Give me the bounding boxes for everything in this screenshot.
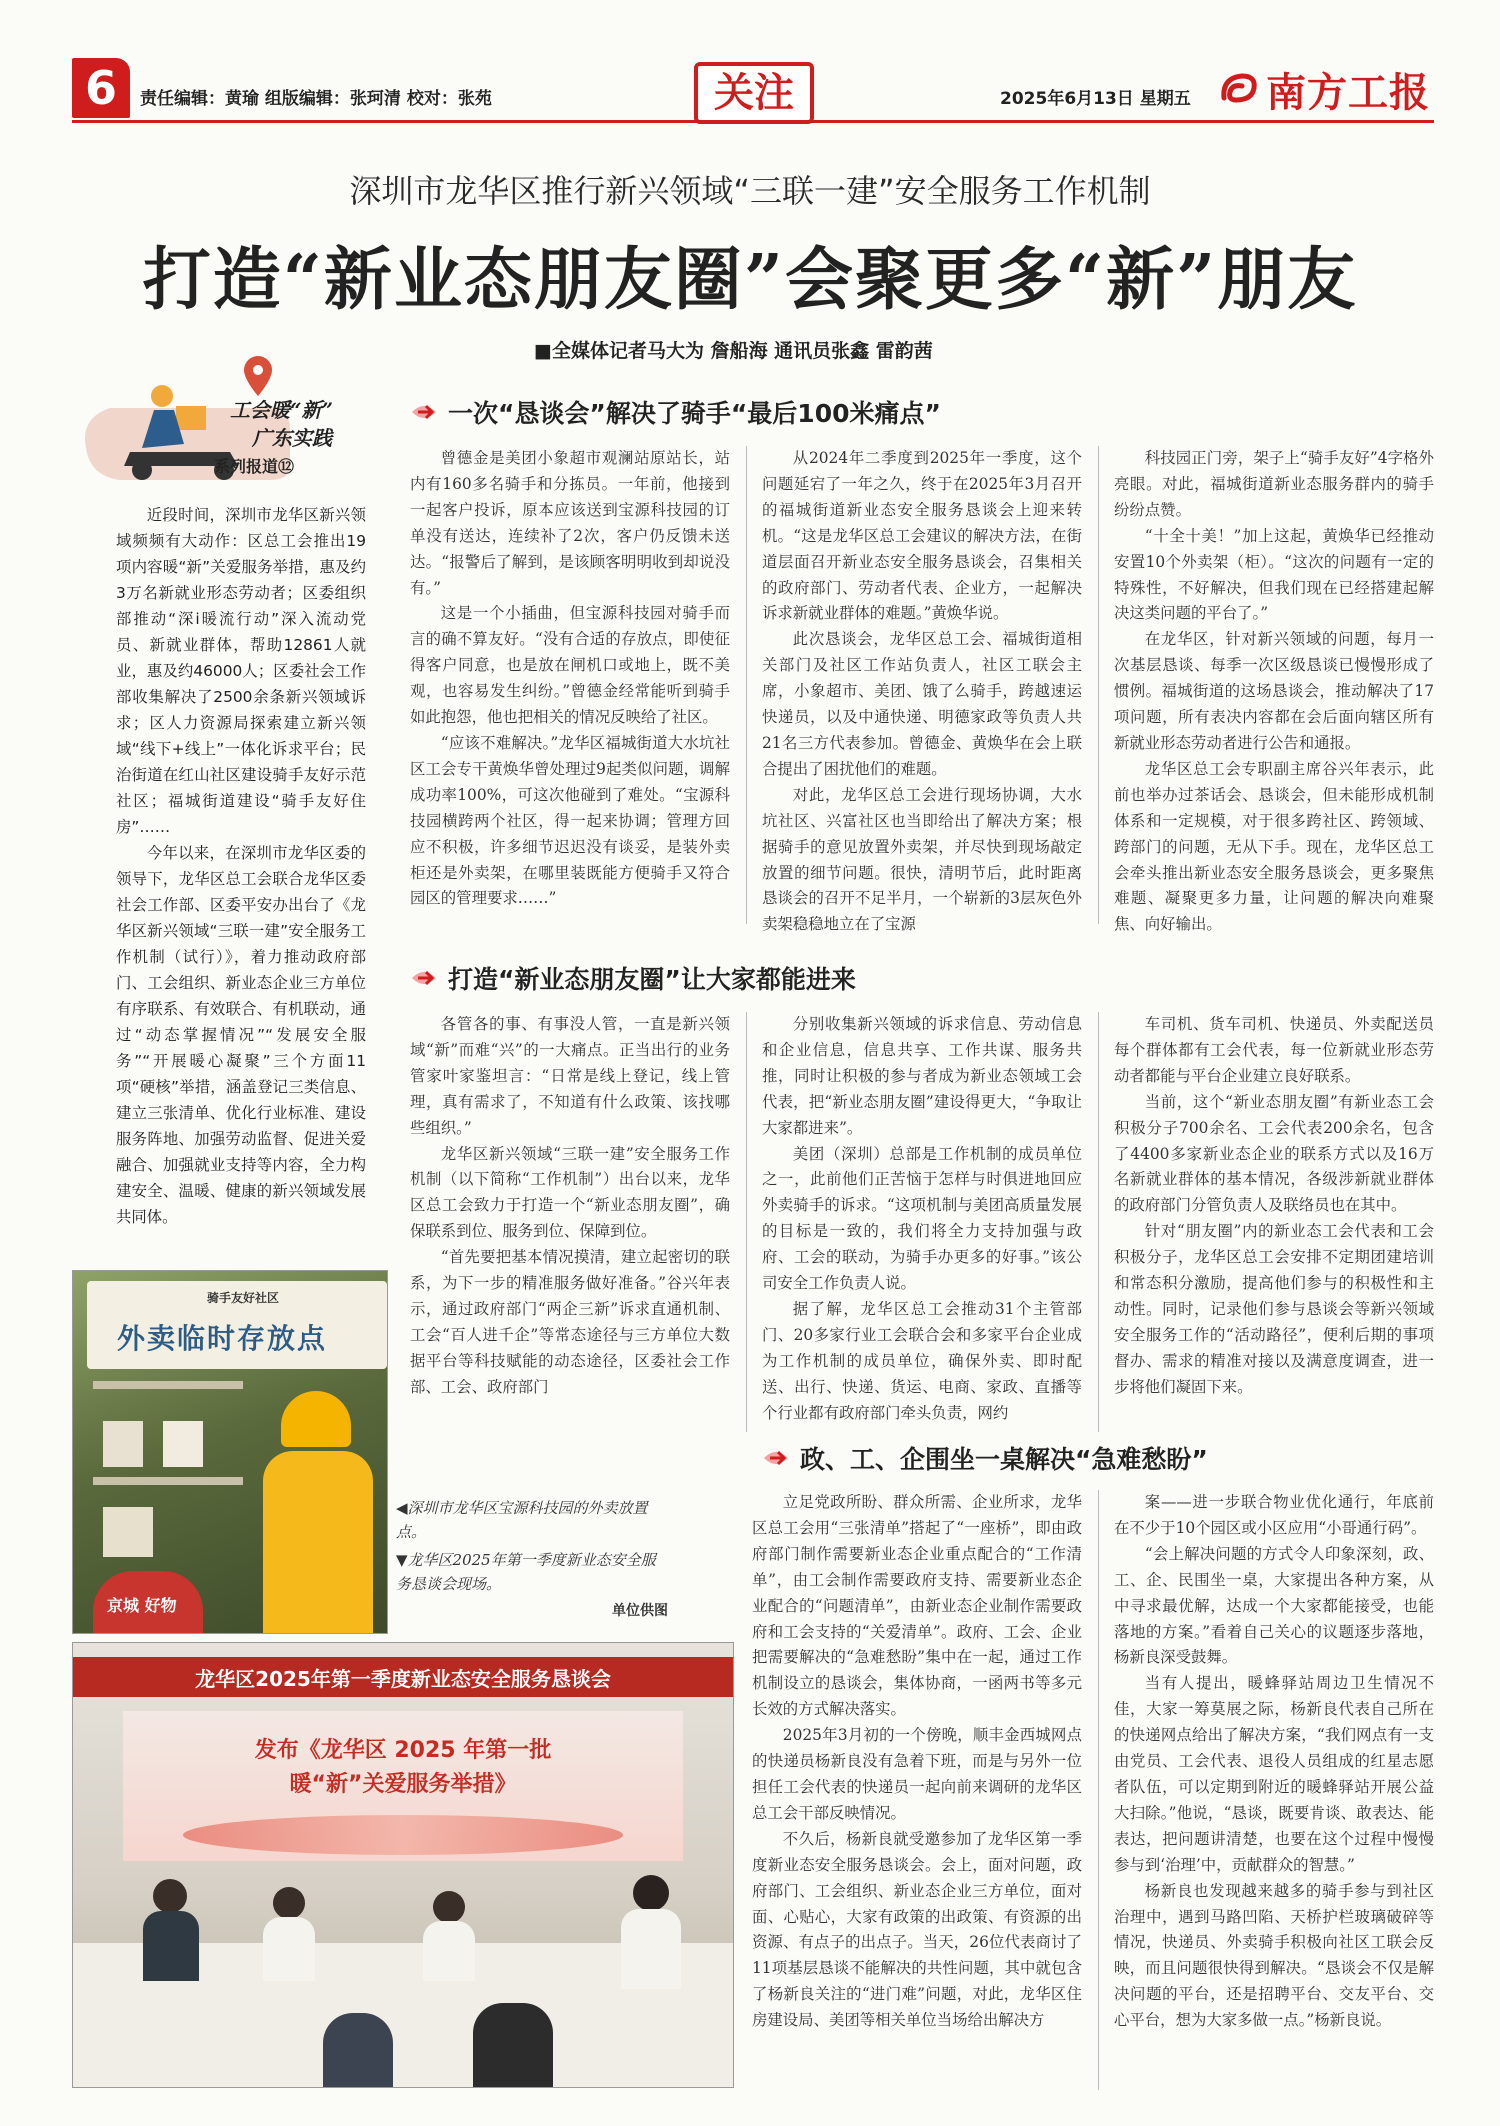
column-rule — [746, 446, 747, 924]
paragraph: 不久后，杨新良就受邀参加了龙华区第一季度新业态安全服务恳谈会。会上，面对问题，政府部门、工会组织、新业态企业三方单位，面对面、心贴心，大家有政策的出政策、有资源的出资源、有点子的出点子。当天，26位代表商讨了11项基层恳谈不能解决的共性问题，其中就包含了杨新良关注的“进门难”问题，对此，龙华区住房建设局、美团等相关单位当场给出解决方 — [752, 1829, 1082, 2030]
column-rule — [746, 1012, 747, 1432]
page-number: 6 — [72, 58, 130, 118]
paragraph: 当有人提出，暖蜂驿站周边卫生情况不佳，大家一筹莫展之际，杨新良代表自己所在的快递网点给出了解决方案，“我们网点有一支由党员、工会代表、退役人员组成的红星志愿者队伍，可以定期到附近的暖蜂驿站开展公益大扫除。”他说，“恳谈，既要肯谈、敢表达、能表达，把问题讲清楚，也要在这个过程中慢慢参与到‘治理’中，贡献群众的智慧。” — [1114, 1674, 1434, 1874]
column-rule — [1098, 1490, 1099, 2090]
series-number: 系列报道⑫ — [214, 457, 295, 476]
paragraph: 美团（深圳）总部是工作机制的成员单位之一，此前他们正苦恼于怎样与时俱进地回应外卖骑手的诉求。“这项机制与美团高质量发展的目标是一致的，我们将全力支持加强与政府、工会的联动，为骑手办更多的好事。”该公司安全工作负责人说。 — [762, 1144, 1082, 1293]
photo-meeting — [72, 1642, 734, 2088]
section-heading — [410, 956, 856, 1000]
delivery-bag-text: 京城 好物 — [107, 1596, 177, 1615]
photo-takeaway-shelf — [72, 1270, 388, 1634]
paragraph: “首先要把基本情况摸清，建立起密切的联系，为下一步的精准服务做好准备。”谷兴年表示，通过政府部门“两企三新”诉求直通机制、工会“百人进千企”等常态途径与三方单位大数据平台等科技赋能的动态途径，区委社会工作部、工会、政府部门 — [410, 1248, 730, 1396]
section-heading-text: 政、工、企围坐一桌解决“急难愁盼” — [800, 1445, 1208, 1474]
newspaper-logo — [1218, 60, 1430, 118]
paragraph: 对此，龙华区总工会进行现场协调，大水坑社区、兴富社区也当即给出了解决方案；根据骑手的意见放置外卖架，并尽快到现场敲定放置的细节问题。很快，清明节后，此时距离恳谈会的召开不足半月，一个崭新的3层灰色外卖架稳稳地立在了宝源 — [762, 785, 1082, 934]
section-arrow-icon — [762, 1444, 790, 1472]
paragraph: “会上解决问题的方式令人印象深刻，政、工、企、民围坐一桌，大家提出各种方案，从中寻求最优解，达成一个大家都能接受，也能落地的方案。”看着自己关心的议题逐步落地，杨新良深受鼓舞。 — [1114, 1544, 1434, 1667]
editor-credits: 责任编辑：黄瑜 组版编辑：张珂清 校对：张苑 — [140, 89, 492, 109]
screen-title-line-1: 发布《龙华区 2025 年第一批 — [254, 1738, 552, 1763]
paragraph: 案——进一步联合物业优化通行，年底前在不少于10个园区或小区应用“小哥通行码”。 — [1114, 1493, 1434, 1537]
section-heading — [762, 1436, 1208, 1480]
paragraph: 龙华区新兴领域“三联一建”安全服务工作机制（以下简称“工作机制”）出台以来，龙华区总工会致力于打造一个“新业态朋友圈”，确保联系到位、服务到位、保障到位。 — [410, 1144, 730, 1241]
section-3-column-1 — [752, 1490, 1082, 2034]
series-badge — [80, 348, 392, 488]
storage-sign-subtitle: 骑手友好社区 — [207, 1291, 280, 1305]
section-2-column-3 — [1114, 1012, 1434, 1401]
section-heading-text: 打造“新业态朋友圈”让大家都能进来 — [448, 965, 856, 994]
newspaper-name: 南方工报 — [1266, 68, 1430, 116]
article-lead — [116, 502, 366, 1230]
meeting-banner — [73, 1657, 733, 1697]
meeting-banner-text: 龙华区2025年第一季度新业态安全服务恳谈会 — [195, 1667, 611, 1691]
paragraph: 针对“朋友圈”内的新业态工会代表和工会积极分子，龙华区总工会安排不定期团建培训和常态积分激励，提高他们参与的积极性和主动性。同时，记录他们参与恳谈会等新兴领域安全服务工作的“活动路径”，便利后期的事项督办、需求的精准对接以及满意度调查，进一步将他们凝固下来。 — [1114, 1222, 1434, 1396]
paragraph: 科技园正门旁，架子上“骑手友好”4字格外亮眼。对此，福城街道新业态服务群内的骑手纷纷点赞。 — [1114, 449, 1434, 519]
photo-captions — [396, 1496, 668, 1624]
section-1-column-3 — [1114, 446, 1434, 938]
caption-2: ▼龙华区2025年第一季度新业态安全服务恳谈会现场。 — [396, 1551, 656, 1593]
section-heading — [410, 390, 941, 434]
section-1-column-2 — [762, 446, 1082, 938]
paragraph: 2025年3月初的一个傍晚，顺丰金西城网点的快递员杨新良没有急着下班，而是与另外一位担任工会代表的快递员一起向前来调研的龙华区总工会干部反映情况。 — [752, 1726, 1082, 1822]
section-arrow-icon — [410, 964, 438, 992]
paragraph: 当前，这个“新业态朋友圈”有新业态工会积极分子700余名、工会代表200余名，包含了4400多家新业态企业的联系方式以及16万名新就业群体的基本情况，各级涉新就业群体的政府部门分管负责人及联络员也在其中。 — [1114, 1092, 1434, 1215]
storage-sign — [87, 1281, 387, 1369]
meeting-screen — [123, 1711, 683, 1861]
paragraph: “应该不难解决。”龙华区福城街道大水坑社区工会专干黄焕华曾处理过9起类似问题，调解成功率100%，可这次他碰到了难处。“宝源科技园横跨两个社区，得一起来协调；管理方回应不积极，许多细节迟迟没有谈妥，是装外卖柜还是外卖架，在哪里装既能方便骑手又符合园区的管理要求……” — [410, 733, 730, 908]
article-byline: ■全媒体记者马大为 詹船海 通讯员张鑫 雷韵茜 — [534, 340, 933, 362]
section-heading-text: 一次“恳谈会”解决了骑手“最后100米痛点” — [448, 399, 941, 428]
storage-sign-text: 外卖临时存放点 — [117, 1322, 328, 1355]
paragraph: 在龙华区，针对新兴领域的问题，每月一次基层恳谈、每季一次区级恳谈已慢慢形成了惯例。福城街道的这场恳谈会，推动解决了17项问题，所有表决内容都在会后面向辖区所有新就业形态劳动者进行公告和通报。 — [1114, 630, 1434, 752]
paragraph: “十全十美！”加上这起，黄焕华已经推动安置10个外卖架（柜）。“这次的问题有一定的特殊性，不好解决，但我们现在已经搭建起解决这类问题的平台了。” — [1114, 526, 1434, 623]
lead-paragraph: 今年以来，在深圳市龙华区委的领导下，龙华区总工会联合龙华区委社会工作部、区委平安办出台了《龙华区新兴领域“三联一建”安全服务工作机制（试行）》，着力推动政府部门、工会组织、新业态企业三方单位有序联系、有效联合、有机联动，通过“动态掌握情况”“发展安全服务”“开展暖心凝聚”三个方面11项“硬核”举措，涵盖登记三类信息、建立三张清单、优化行业标准、建设服务阵地、加强劳动监督、促进关爱融合、加强就业支持等内容，全力构建安全、温暖、健康的新兴领域发展共同体。 — [116, 844, 366, 1226]
paragraph: 据了解，龙华区总工会推动31个主管部门、20多家行业工会联合会和多家平台企业成为工作机制的成员单位，确保外卖、即时配送、出行、快递、货运、电商、家政、直播等个行业都有政府部门牵头负责，网约 — [762, 1299, 1082, 1422]
newspaper-logo-icon — [1218, 68, 1260, 110]
paragraph: 这是一个小插曲，但宝源科技园对骑手而言的确不算友好。“没有合适的存放点，即使征得客户同意，也是放在闸机口或地上，既不美观，也容易发生纠纷。”曾德金经常能听到骑手如此抱怨，他也把相关的情况反映给了社区。 — [410, 604, 730, 727]
screen-title-line-2: 暖“新”关爱服务举措》 — [289, 1772, 517, 1797]
masthead-rule — [72, 120, 1434, 123]
paragraph: 各管各的事、有事没人管，一直是新兴领域“新”而难“兴”的一大痛点。正当出行的业务管家叶家鉴坦言：“日常是线上登记，线上管理，真有需求了，不知道有什么政策、该找哪些组织。” — [410, 1015, 730, 1137]
caption-1: ◀深圳市龙华区宝源科技园的外卖放置点。 — [396, 1499, 648, 1541]
lead-paragraph: 近段时间，深圳市龙华区新兴领域频频有大动作：区总工会推出19项内容暖“新”关爱服务举措，惠及约3万名新就业形态劳动者；区委组织部推动“深i暖流行动”深入流动党员、新就业群体，帮助12861人就业，惠及约46000人；区委社会工作部收集解决了2500余条新兴领域诉求；区人力资源局探索建立新兴领域“线下+线上”一体化诉求平台；民治街道在红山社区建设骑手友好示范社区；福城街道建设“骑手友好住房”…… — [116, 506, 366, 836]
series-subtitle: 广东实践 — [252, 426, 332, 450]
section-arrow-icon — [410, 398, 438, 426]
section-1-column-1 — [410, 446, 730, 912]
paragraph: 车司机、货车司机、快递员、外卖配送员每个群体都有工会代表，每一位新就业形态劳动者都能与平台企业建立良好联系。 — [1114, 1015, 1434, 1085]
paragraph: 从2024年二季度到2025年一季度，这个问题延宕了一年之久，终于在2025年3月召开的福城街道新业态安全服务恳谈会上迎来转机。“这是龙华区总工会建议的解决方法，在街道层面召开新业态安全服务恳谈会，召集相关的政府部门、劳动者代表、企业方，一起解决诉求新就业群体的难题。”黄焕华说。 — [762, 449, 1082, 623]
section-2-column-1 — [410, 1012, 730, 1401]
article-kicker: 深圳市龙华区推行新兴领域“三联一建”安全服务工作机制 — [349, 172, 1151, 210]
paragraph: 此次恳谈会，龙华区总工会、福城街道相关部门及社区工作站负责人，社区工联会主席，小象超市、美团、饿了么骑手，跨越速运快递员，以及中通快递、明德家政等负责人共21名三方代表参加。曾德金、黄焕华在会上联合提出了困扰他们的难题。 — [762, 630, 1082, 778]
paragraph: 立足党政所盼、群众所需、企业所求，龙华区总工会用“三张清单”搭起了“一座桥”，即由政府部门制作需要新业态企业重点配合的“工作清单”，由工会制作需要政府支持、需要新业态企业配合的“问题清单”，由新业态企业制作需要政府和工会支持的“关爱清单”。政府、工会、企业把需要解决的“急难愁盼”集中在一起，通过工作机制设立的恳谈会，集体协商，一函两书等多元长效的方式解决落实。 — [752, 1493, 1082, 1719]
section-2-column-2 — [762, 1012, 1082, 1427]
article-headline: 打造“新业态朋友圈”会聚更多“新”朋友 — [142, 240, 1358, 320]
paragraph: 龙华区总工会专职副主席谷兴年表示，此前也举办过茶话会、恳谈会，但未能形成机制体系和一定规模，对于很多跨社区、跨领域、跨部门的问题，无从下手。现在，龙华区总工会牵头推出新业态安全服务恳谈会，更多聚焦难题、凝聚更多力量，让问题的解决向难聚焦、向好输出。 — [1114, 759, 1434, 934]
section-badge: 关注 — [694, 62, 814, 124]
photo-credit: 单位供图 — [612, 1603, 668, 1619]
paragraph: 杨新良也发现越来越多的骑手参与到社区治理中，遇到马路凹陷、天桥护栏玻璃破碎等情况，快递员、外卖骑手积极向社区工联会反映，而且问题很快得到解决。“恳谈会不仅是解决问题的平台，还是招聘平台、交友平台、交心平台，想为大家多做一点。”杨新良说。 — [1114, 1881, 1434, 2030]
column-rule — [1098, 446, 1099, 924]
paragraph: 曾德金是美团小象超市观澜站原站长，站内有160多名骑手和分拣员。一年前，他接到一起客户投诉，原本应该送到宝源科技园的订单没有送达，连续补了2次，客户仍反馈未送达。“报警后了解到，是该顾客明明收到却说没有。” — [410, 449, 730, 597]
rider-figure — [223, 1391, 383, 1633]
column-rule — [1098, 1012, 1099, 1432]
section-3-column-2 — [1114, 1490, 1434, 2034]
paragraph: 分别收集新兴领域的诉求信息、劳动信息和企业信息，信息共享、工作共谋、服务共推，同时让积极的参与者成为新业态领域工会代表，把“新业态朋友圈”建设得更大，“争取让大家都进来”。 — [762, 1015, 1082, 1137]
series-title: 工会暖“新” — [230, 398, 334, 422]
issue-date: 2025年6月13日 星期五 — [1000, 89, 1191, 109]
